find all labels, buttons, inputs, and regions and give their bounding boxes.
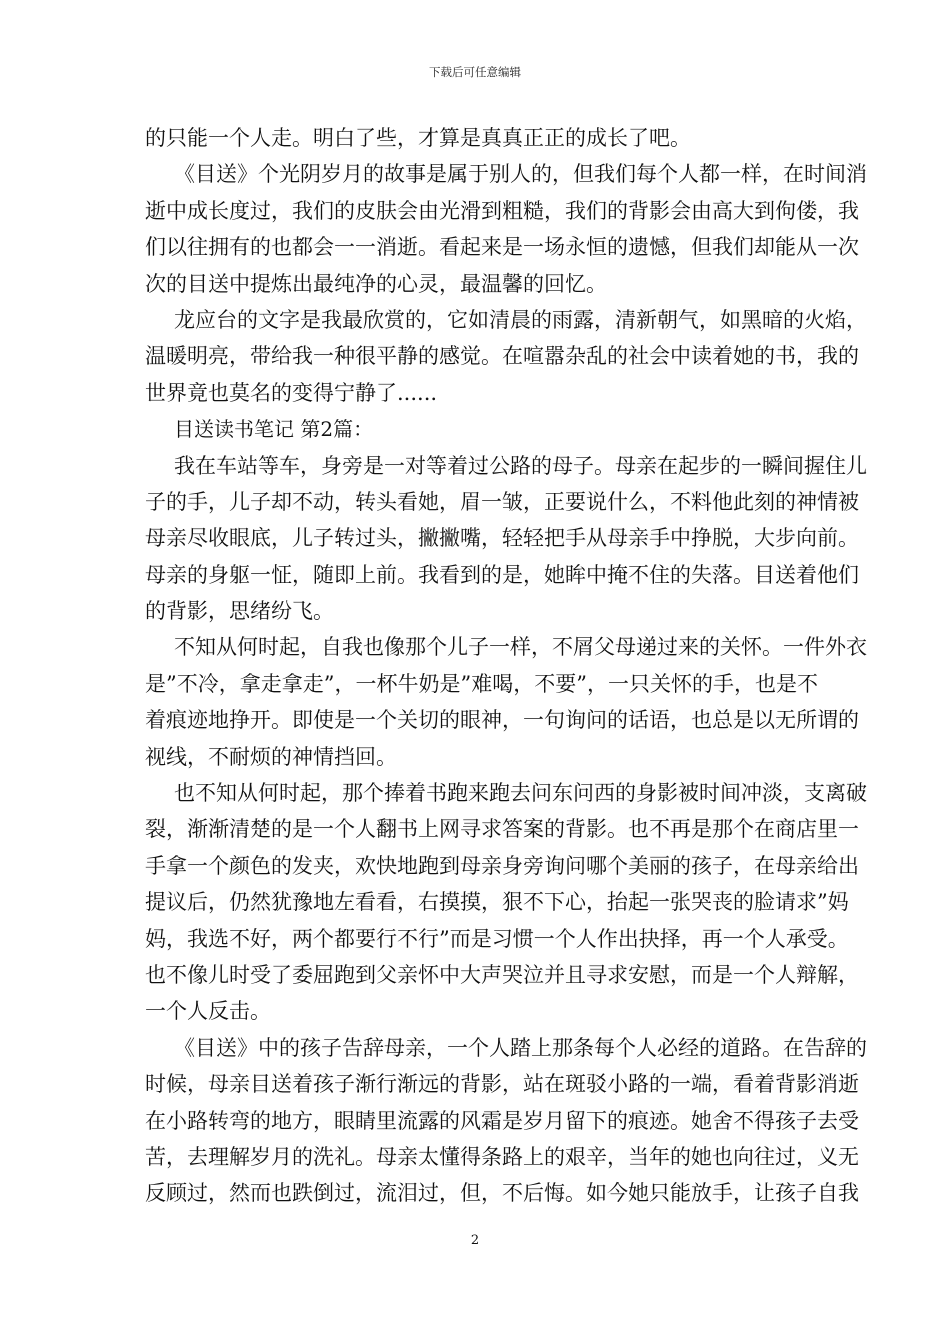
text-line: 时候，母亲目送着孩子渐行渐远的背影，站在斑驳小路的一端，看着背影消逝 xyxy=(145,1072,859,1097)
text-line: 们以往拥有的也都会一一消逝。看起来是一场永恒的遗憾，但我们却能从一次 xyxy=(145,235,859,260)
text-line: 妈，我选不好，两个都要行不行”而是习惯一个人作出抉择，再一个人承受。 xyxy=(145,926,849,951)
text-line: 的只能一个人走。明白了些，才算是真真正正的成长了吧。 xyxy=(145,126,691,150)
text-line: 世界竟也莫名的变得宁静了...... xyxy=(145,380,438,405)
text-line: 手拿一个颜色的发夹，欢快地跑到母亲身旁询问哪个美丽的孩子，在母亲给出 xyxy=(145,853,859,878)
text-line: 《目送》个光阴岁月的故事是属于别人的，但我们每个人都一样，在时间消 xyxy=(174,162,867,187)
text-line: 提议后，仍然犹豫地左看看，右摸摸，狠不下心，抬起一张哭丧的脸请求”妈 xyxy=(145,890,849,915)
text-line: 苦，去理解岁月的洗礼。母亲太懂得条路上的艰辛，当年的她也向往过，义无 xyxy=(145,1144,859,1169)
text-line: 着痕迹地挣开。即使是一个关切的眼神，一句询问的话语，也总是以无所谓的 xyxy=(145,708,859,733)
text-line: 也不像儿时受了委屈跑到父亲怀中大声哭泣并且寻求安慰，而是一个人辩解， xyxy=(145,962,859,987)
text-line: 母亲的身躯一怔，随即上前。我看到的是，她眸中掩不住的失落。目送着他们 xyxy=(145,562,859,587)
section-title: 目送读书笔记 第2篇： xyxy=(174,417,374,442)
text-line: 在小路转弯的地方，眼睛里流露的风霜是岁月留下的痕迹。她舍不得孩子去受 xyxy=(145,1108,859,1133)
text-line: 我在车站等车，身旁是一对等着过公路的母子。母亲在起步的一瞬间握住儿 xyxy=(174,453,867,478)
text-line: 的背影，思绪纷飞。 xyxy=(145,599,334,624)
text-line: 温暖明亮，带给我一种很平静的感觉。在喧嚣杂乱的社会中读着她的书，我的 xyxy=(145,344,859,369)
text-line: 一个人反击。 xyxy=(145,999,271,1024)
page-header: 下载后可任意编辑 xyxy=(429,65,521,79)
text-line: 视线，不耐烦的神情挡回。 xyxy=(145,744,397,769)
text-line: 是”不冷，拿走拿走”，一杯牛奶是”难喝，不要”，一只关怀的手，也是不 xyxy=(145,671,818,696)
text-line: 反顾过，然而也跌倒过，流泪过，但，不后悔。如今她只能放手，让孩子自我 xyxy=(145,1181,859,1206)
text-line: 龙应台的文字是我最欣赏的，它如清晨的雨露，清新朝气，如黑暗的火焰， xyxy=(174,307,867,332)
document-body xyxy=(145,120,867,1212)
text-line: 母亲尽收眼底，儿子转过头，撇撇嘴，轻轻把手从母亲手中挣脱，大步向前。 xyxy=(145,526,859,551)
text-line: 也不知从何时起，那个捧着书跑来跑去问东问西的身影被时间冲淡，支离破 xyxy=(174,781,867,806)
page-number: 2 xyxy=(470,1233,480,1248)
text-line: 《目送》中的孩子告辞母亲，一个人踏上那条每个人必经的道路。在告辞的 xyxy=(174,1035,867,1060)
text-line: 次的目送中提炼出最纯净的心灵，最温馨的回忆。 xyxy=(145,271,607,296)
text-line: 逝中成长度过，我们的皮肤会由光滑到粗糙，我们的背影会由高大到佝偻，我 xyxy=(145,198,859,223)
text-line: 裂，渐渐清楚的是一个人翻书上网寻求答案的背影。也不再是那个在商店里一 xyxy=(145,817,859,842)
text-line: 不知从何时起，自我也像那个儿子一样，不屑父母递过来的关怀。一件外衣 xyxy=(174,635,867,660)
text-line: 子的手，儿子却不动，转头看她，眉一皱，正要说什么，不料他此刻的神情被 xyxy=(145,489,859,514)
